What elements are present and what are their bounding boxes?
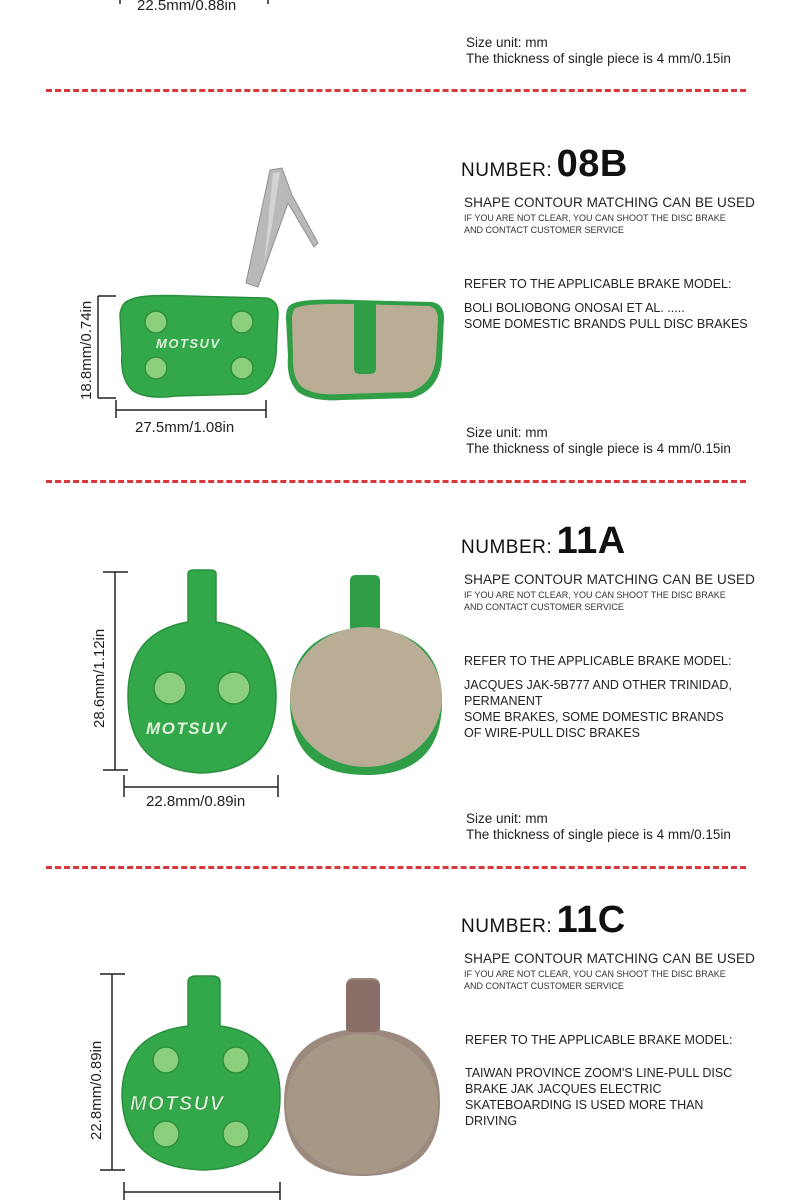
refer-heading: REFER TO THE APPLICABLE BRAKE MODEL: — [464, 654, 732, 668]
pad-logo: MOTSUV — [146, 719, 228, 738]
model-line-1: BOLI BOLIOBONG ONOSAI ET AL. ..... — [464, 301, 685, 315]
shape-contour-line: SHAPE CONTOUR MATCHING CAN BE USED — [464, 951, 755, 966]
width-dimension: 22.8mm/0.89in — [146, 793, 246, 810]
number-label: NUMBER: — [461, 537, 553, 558]
shape-contour-line: SHAPE CONTOUR MATCHING CAN BE USED — [464, 195, 755, 210]
customer-service-note: IF YOU ARE NOT CLEAR, YOU CAN SHOOT THE DISC BRAKE AND CONTACT CUSTOMER SERVICE — [464, 213, 726, 235]
model-number: 08B — [556, 143, 628, 185]
top-size-unit: Size unit: mm — [466, 35, 548, 50]
thickness: The thickness of single piece is 4 mm/0.15in — [466, 827, 731, 842]
size-unit: Size unit: mm — [466, 811, 548, 826]
model-line-1: TAIWAN PROVINCE ZOOM'S LINE-PULL DISC BRAKE JAK JACQUES ELECTRIC SKATEBOARDING IS USED MORE THAN DRIVING — [465, 1066, 733, 1128]
number-label: NUMBER: — [461, 160, 553, 181]
width-dimension: 27.5mm/1.08in — [135, 419, 235, 436]
shape-contour-line: SHAPE CONTOUR MATCHING CAN BE USED — [464, 572, 755, 587]
customer-service-note: IF YOU ARE NOT CLEAR, YOU CAN SHOOT THE DISC BRAKE AND CONTACT CUSTOMER SERVICE — [464, 590, 726, 612]
model-line-2: SOME DOMESTIC BRANDS PULL DISC BRAKES — [464, 317, 748, 331]
model-number: 11A — [556, 520, 626, 562]
model-number: 11C — [556, 899, 626, 941]
height-dimension: 22.8mm/0.89in — [88, 1040, 105, 1140]
number-label: NUMBER: — [461, 916, 553, 937]
refer-heading: REFER TO THE APPLICABLE BRAKE MODEL: — [464, 277, 732, 291]
number-heading — [461, 899, 626, 942]
size-unit: Size unit: mm — [466, 425, 548, 440]
top-width-dimension: 22.5mm/0.88in — [137, 0, 237, 14]
top-thickness: The thickness of single piece is 4 mm/0.15in — [466, 51, 731, 66]
model-line-1: JACQUES JAK-5B777 AND OTHER TRINIDAD, PERMANENT — [464, 678, 732, 708]
thickness: The thickness of single piece is 4 mm/0.15in — [466, 441, 731, 456]
height-dimension: 28.6mm/1.12in — [91, 628, 108, 728]
height-dimension: 18.8mm/0.74in — [78, 300, 95, 400]
refer-heading: REFER TO THE APPLICABLE BRAKE MODEL: — [465, 1033, 733, 1047]
pad-logo: MOTSUV — [156, 336, 221, 351]
model-line-2: SOME BRAKES, SOME DOMESTIC BRANDS OF WIRE-PULL DISC BRAKES — [464, 710, 724, 740]
customer-service-note: IF YOU ARE NOT CLEAR, YOU CAN SHOOT THE DISC BRAKE AND CONTACT CUSTOMER SERVICE — [464, 969, 726, 991]
pad-logo: MOTSUV — [130, 1093, 225, 1115]
